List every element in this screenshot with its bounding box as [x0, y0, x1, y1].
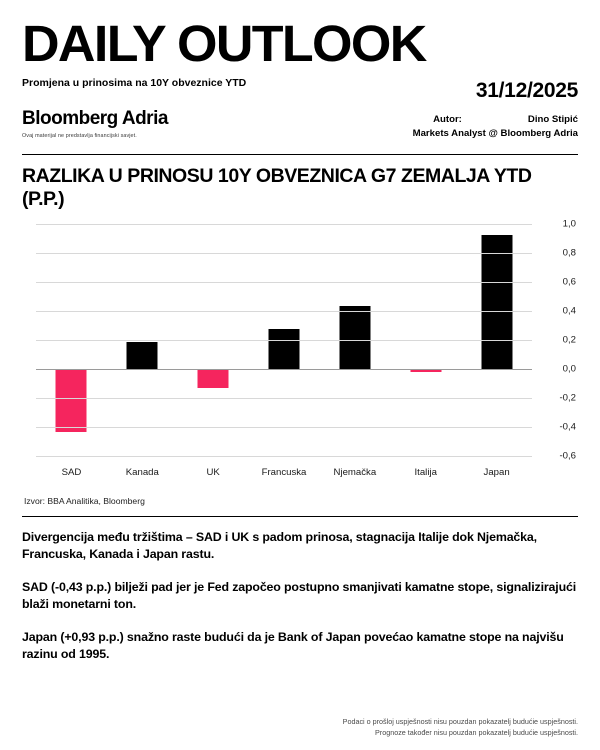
chart-gridline — [36, 369, 532, 370]
chart-plot — [36, 218, 576, 462]
chart-bar — [269, 329, 300, 370]
chart-x-label: Italija — [414, 467, 437, 479]
commentary-item: SAD (-0,43 p.p.) bilježi pad jer je Fed započeo postupno smanjivati kamatne stope, signalizirajući blaži monetarni ton. — [22, 580, 577, 611]
brand-name: Bloomberg Adria — [22, 108, 168, 129]
author-label: Autor: — [433, 114, 462, 125]
chart-x-label: Njemačka — [333, 467, 377, 479]
commentary-item: Divergencija među tržištima – SAD i UK s padom prinosa, stagnacija Italije dok Njemačka, Francuska, Kanada i Japan rastu. — [22, 530, 537, 561]
author-name: Dino Stipić — [527, 114, 578, 125]
footer-line-1: Podaci o prošloj uspješnosti nisu pouzdan pokazatelj budućie uspješnosti. — [342, 717, 578, 727]
header-date: 31/12/2025 — [475, 79, 578, 102]
brand-block — [22, 109, 168, 139]
chart-gridline — [36, 398, 532, 399]
chart-bar — [481, 235, 512, 370]
chart-y-tick: -0,2 — [559, 392, 576, 404]
header-brand-row — [22, 109, 578, 142]
chart-gridline — [36, 311, 532, 312]
chart-y-tick: 0,2 — [562, 334, 576, 346]
header-subtitle: Promjena u prinosima na 10Y obveznice YTD — [22, 77, 247, 89]
chart-y-tick: 1,0 — [562, 218, 576, 230]
chart-x-label: UK — [206, 467, 220, 479]
chart-y-tick: -0,6 — [559, 450, 576, 462]
author-role: Markets Analyst @ Bloomberg Adria — [412, 128, 578, 140]
chart-gridline — [36, 427, 532, 428]
chart-title: RAZLIKA U PRINOSU 10Y OBVEZNICA G7 ZEMALJA YTD (P.P.) — [22, 164, 532, 210]
chart-x-label: SAD — [61, 467, 82, 479]
chart-y-tick: 0,8 — [562, 247, 576, 259]
chart-bar — [198, 369, 229, 388]
chart-x-label: Japan — [483, 467, 510, 479]
chart-gridline — [36, 253, 532, 254]
chart-gridline — [36, 282, 532, 283]
header-divider — [22, 154, 578, 155]
chart-y-tick: 0,0 — [562, 363, 576, 375]
chart-area — [22, 218, 578, 494]
chart-gridline — [36, 456, 532, 457]
footer-disclaimer — [22, 717, 578, 738]
author-block — [413, 113, 578, 142]
chart-divider — [22, 516, 578, 517]
chart-gridline — [36, 340, 532, 341]
chart-x-label: Francuska — [261, 467, 307, 479]
commentary-item: Japan (+0,93 p.p.) snažno raste budući da je Bank of Japan povećao kamatne stope na najvišu razinu od 1995. — [22, 630, 564, 661]
chart-x-axis-labels — [36, 467, 532, 478]
chart-y-tick: -0,4 — [559, 421, 576, 433]
footer-line-2: Prognoze također nisu pouzdan pokazatelj budućie uspješnosti. — [375, 727, 578, 737]
header-subtitle-row — [22, 77, 578, 103]
brand-disclaimer: Ovaj materijal ne predstavlja financijski savjet. — [22, 132, 137, 139]
chart-gridline — [36, 224, 532, 225]
author-name-row — [413, 113, 578, 127]
commentary-list — [22, 529, 578, 662]
masthead-title: DAILY OUTLOOK — [22, 15, 426, 72]
chart-bar — [56, 369, 87, 431]
chart-x-label: Kanada — [125, 467, 159, 479]
chart-source: Izvor: BBA Analitika, Bloomberg — [24, 496, 145, 507]
chart-y-tick: 0,6 — [562, 276, 576, 288]
chart-bar — [339, 306, 370, 370]
chart-bar — [127, 342, 158, 370]
chart-y-tick: 0,4 — [562, 305, 576, 317]
